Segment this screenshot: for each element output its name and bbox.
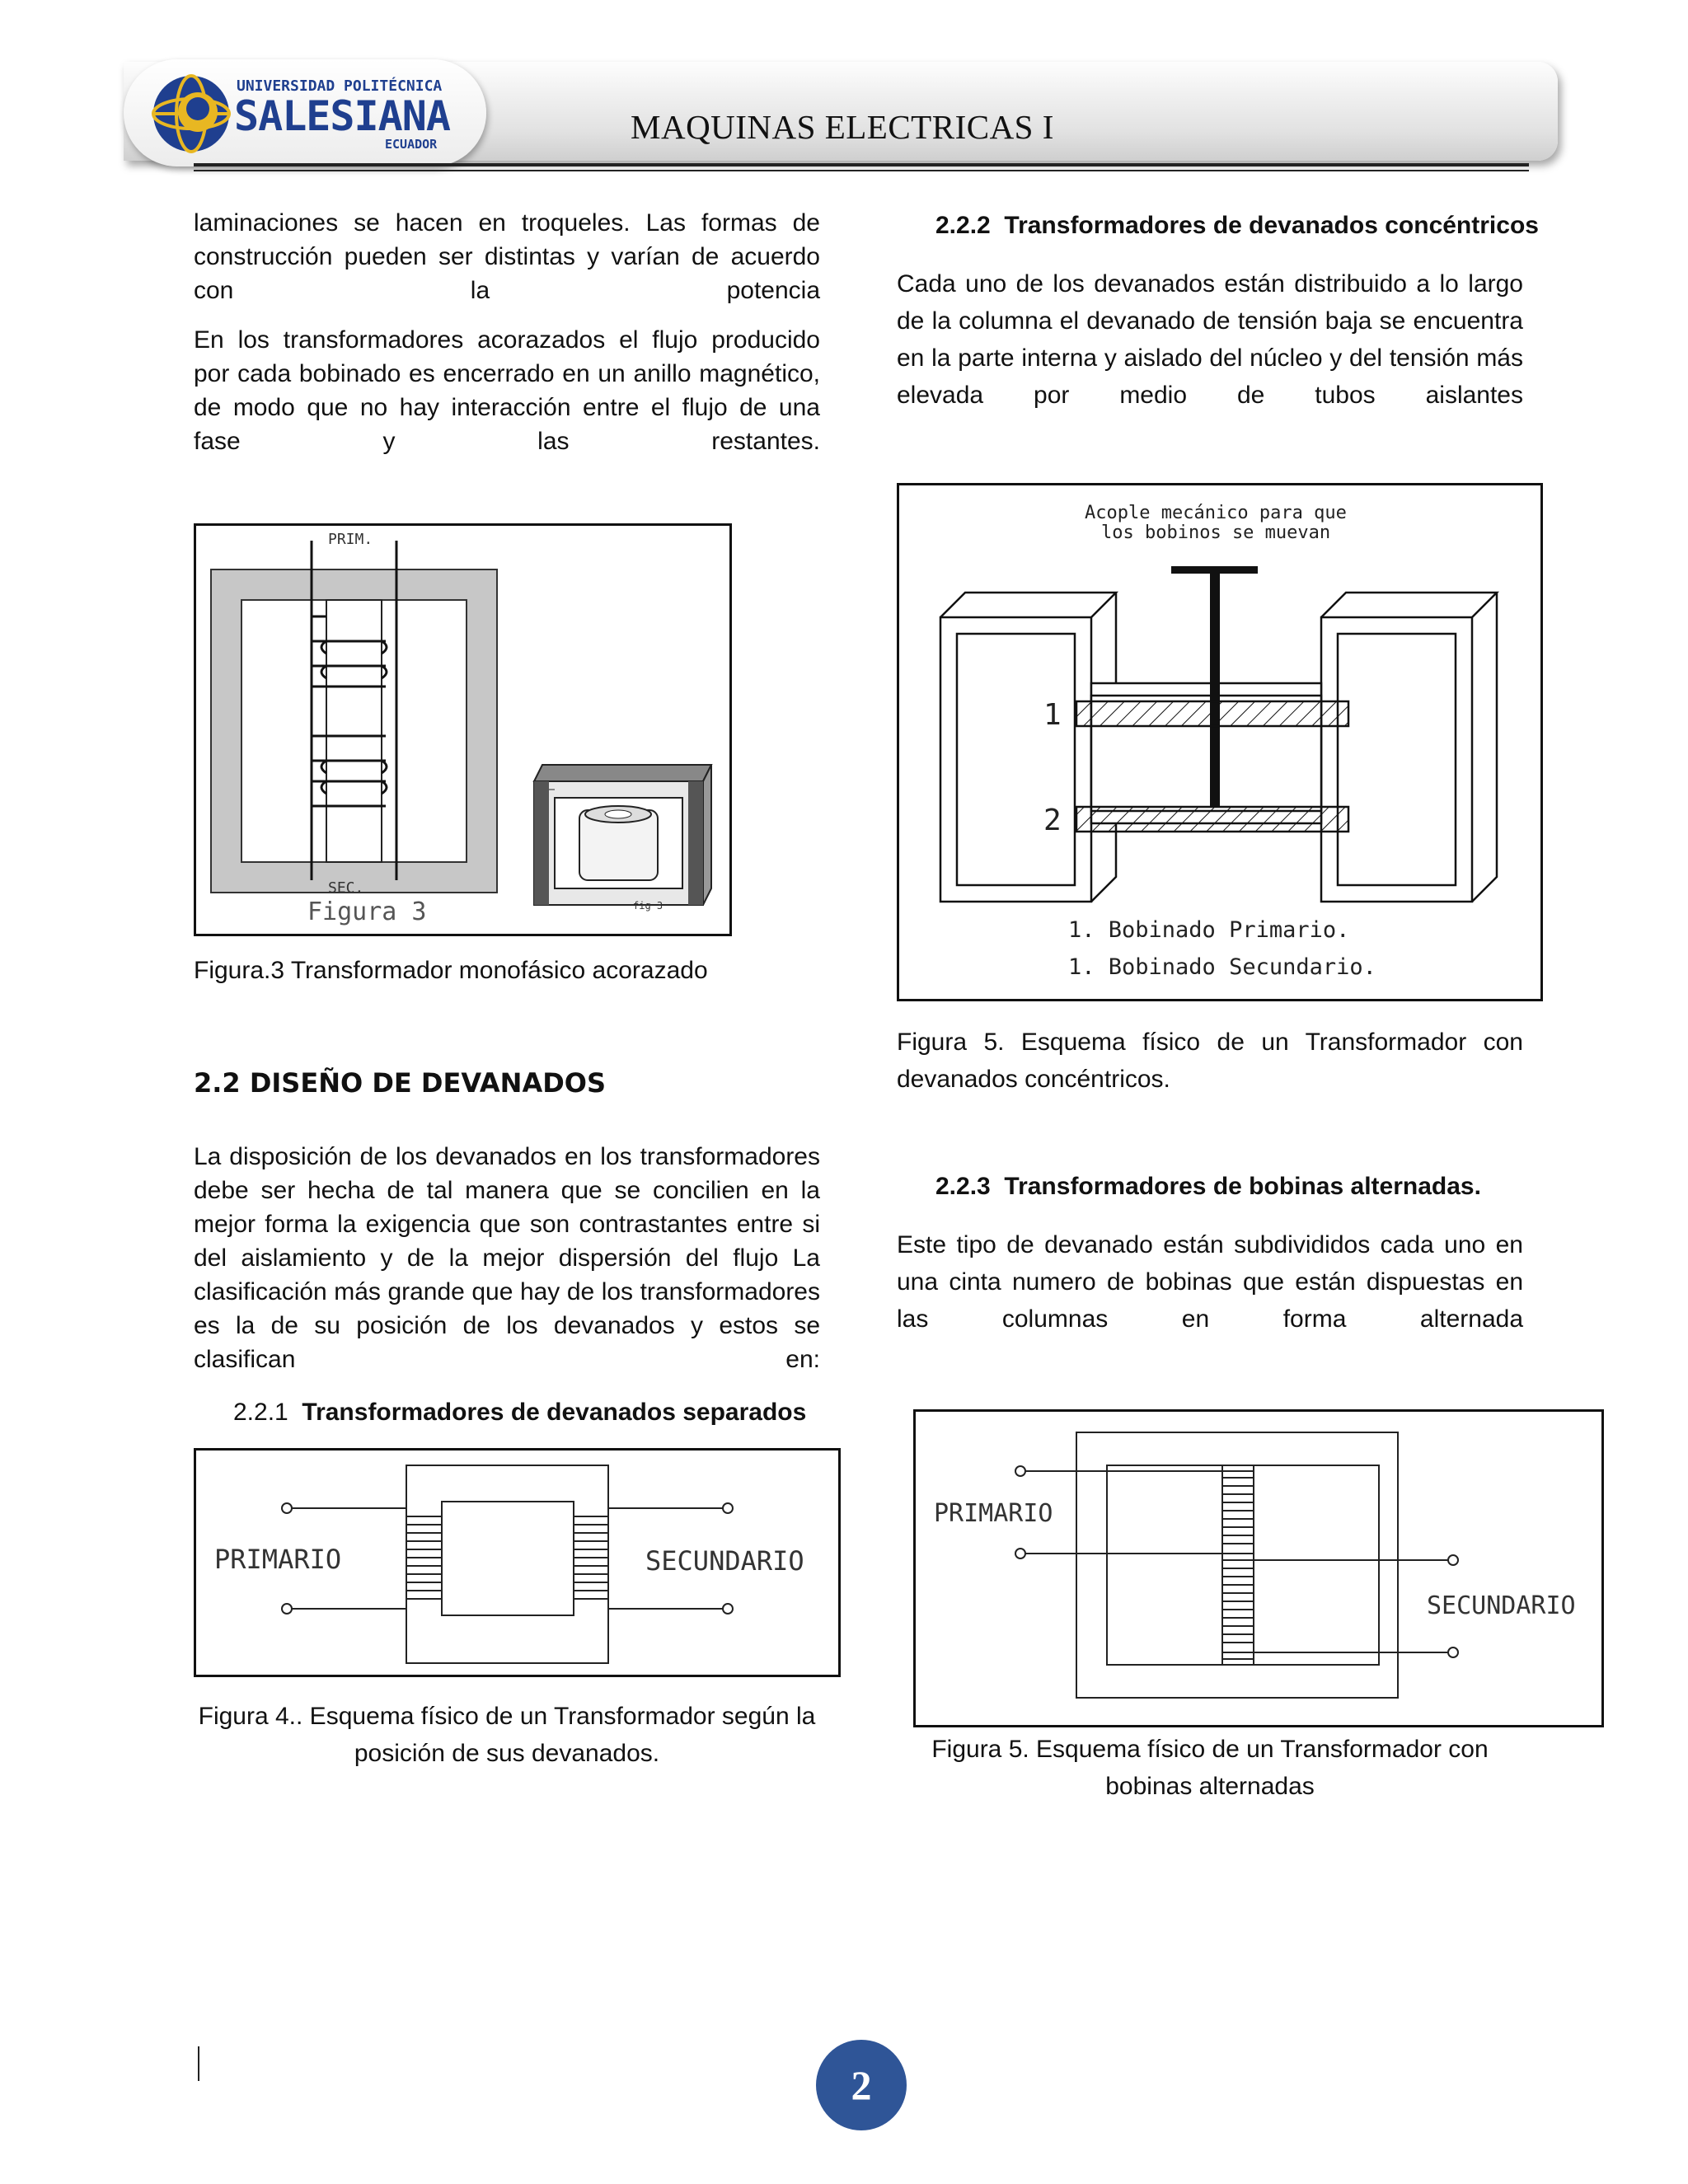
subheading-2-2-1 <box>233 1399 806 1427</box>
shell-3d-sketch <box>534 765 711 905</box>
left-paragraph-1: laminaciones se hacen en troqueles. Las formas de construcción pueden ser distintas y varían de acuerdo con la potencia <box>194 209 820 304</box>
fig5b-interleaved-coils <box>1222 1478 1254 1659</box>
text-cursor-mark <box>198 2046 199 2081</box>
subheading-2-2-2 <box>935 212 1539 240</box>
figure-5-concentric-caption-line2: devanados concéntricos. <box>897 1066 1170 1093</box>
fig5a-coil-2 <box>1076 807 1348 832</box>
figure-5-alternating <box>913 1409 1604 1727</box>
figure-4 <box>194 1448 841 1677</box>
fig4-coil-secondary <box>574 1516 608 1599</box>
right-paragraph-2: Este tipo de devanado están subdivididos cada uno en una cinta numero de bobinas que están dispuestas en las columnas en forma alternada <box>897 1231 1523 1333</box>
section-heading-2-2 <box>194 1067 820 1099</box>
fig4-primary-label: PRIMARIO <box>214 1544 342 1575</box>
fig3-prim-label: PRIM. <box>328 531 373 548</box>
subheading-2-2-3-title: Transformadores de bobinas alternadas. <box>1004 1173 1481 1200</box>
logo-line1: UNIVERSIDAD POLITÉCNICA <box>237 77 443 95</box>
fig5a-legend-2: 1. Bobinado Secundario. <box>1068 954 1376 980</box>
subheading-2-2-1-title: Transformadores de devanados separados <box>302 1399 807 1426</box>
figure-5-alternating-caption-line2: bobinas alternadas <box>1105 1773 1315 1800</box>
fig5b-primary-label: PRIMARIO <box>934 1499 1053 1528</box>
fig5a-right-frame <box>1321 593 1497 902</box>
subheading-2-2-3 <box>935 1173 1481 1201</box>
page-number-badge: 2 <box>816 2040 907 2130</box>
figure-4-caption <box>194 1698 820 1772</box>
figure-3-drawing <box>196 526 729 934</box>
figure-5-concentric-caption-line1: Figura 5. Esquema físico de un Transformador con <box>897 1029 1523 1056</box>
fig5a-number-2: 2 <box>1043 804 1062 837</box>
figure-3 <box>194 523 732 936</box>
fig5b-secondary-label: SECUNDARIO <box>1427 1591 1576 1620</box>
fig4-secondary-label: SECUNDARIO <box>645 1545 804 1577</box>
header-rule-thin <box>194 170 1529 171</box>
subheading-2-2-2-title: Transformadores de devanados concéntricos <box>1004 212 1539 239</box>
fig5a-left-frame <box>940 593 1116 902</box>
fig5a-coupling-rod <box>1210 566 1220 760</box>
figure-4-drawing <box>196 1451 838 1675</box>
section-heading-text: 2.2 DISEÑO DE DEVANADOS <box>194 1067 607 1099</box>
left-paragraph-3: La disposición de los devanados en los transformadores debe ser hecha de tal manera que se concilien en la mejor forma la exigencia que son contrastantes entre si del aislamiento y de la mejor dispersión del flujo La clasificación más grande que hay de los transformadores es la de su posición de los devanados y estos se clasifican en: <box>194 1143 820 1373</box>
logo-line3: ECUADOR <box>385 137 438 152</box>
fig4-coil-primary <box>406 1516 442 1599</box>
figure-5-concentric <box>897 483 1543 1001</box>
subheading-2-2-3-number: 2.2.3 <box>935 1173 991 1200</box>
right-paragraph-1: Cada uno de los devanados están distribuido a lo largo de la columna el devanado de tensión baja se encuentra en la parte interna y aislado del núcleo y del tensión más elevada por medio de tubos aislantes <box>897 270 1523 409</box>
figure-3-caption: Figura.3 Transformador monofásico acorazado <box>194 957 708 984</box>
left-paragraph-2: En los transformadores acorazados el flujo producido por cada bobinado es encerrado en un anillo magnético, de modo que no hay interacción entre el flujo de una fase y las restantes. <box>194 326 820 455</box>
figure-5-alternating-caption-line1: Figura 5. Esquema físico de un Transformador con <box>931 1736 1489 1763</box>
figure-4-caption-line2: posición de sus devanados. <box>354 1740 660 1767</box>
fig3-sec-label: SEC. <box>328 879 364 897</box>
fig3-small-label: fig 3 <box>633 900 663 912</box>
figure-5-alternating-drawing <box>916 1412 1601 1725</box>
fig5a-legend-1: 1. Bobinado Primario. <box>1068 917 1350 943</box>
fig3-figura-label: Figura 3 <box>307 898 427 926</box>
fig5b-right-block <box>1254 1465 1379 1665</box>
figure-4-caption-line1: Figura 4.. Esquema físico de un Transformador según la <box>198 1703 816 1730</box>
figure-5-concentric-drawing <box>899 485 1540 999</box>
header-title: MAQUINAS ELECTRICAS I <box>631 108 1054 146</box>
logo-line2: SALESIANA <box>234 92 450 140</box>
fig5b-core-outer <box>1076 1432 1398 1698</box>
header-rule <box>194 163 1529 166</box>
figure-5-concentric-caption <box>897 1024 1523 1098</box>
fig5a-top-line2: los bobinos se muevan <box>1101 523 1331 543</box>
fig5a-coil-1 <box>1076 701 1348 726</box>
fig5a-top-line1: Acople mecánico para que <box>1085 503 1347 523</box>
university-logo <box>142 66 488 165</box>
fig5b-left-block <box>1107 1465 1222 1665</box>
figure-5-alternating-caption <box>913 1731 1507 1805</box>
subheading-2-2-1-number: 2.2.1 <box>233 1399 288 1426</box>
fig5a-number-1: 1 <box>1043 698 1062 732</box>
subheading-2-2-2-number: 2.2.2 <box>935 212 991 239</box>
